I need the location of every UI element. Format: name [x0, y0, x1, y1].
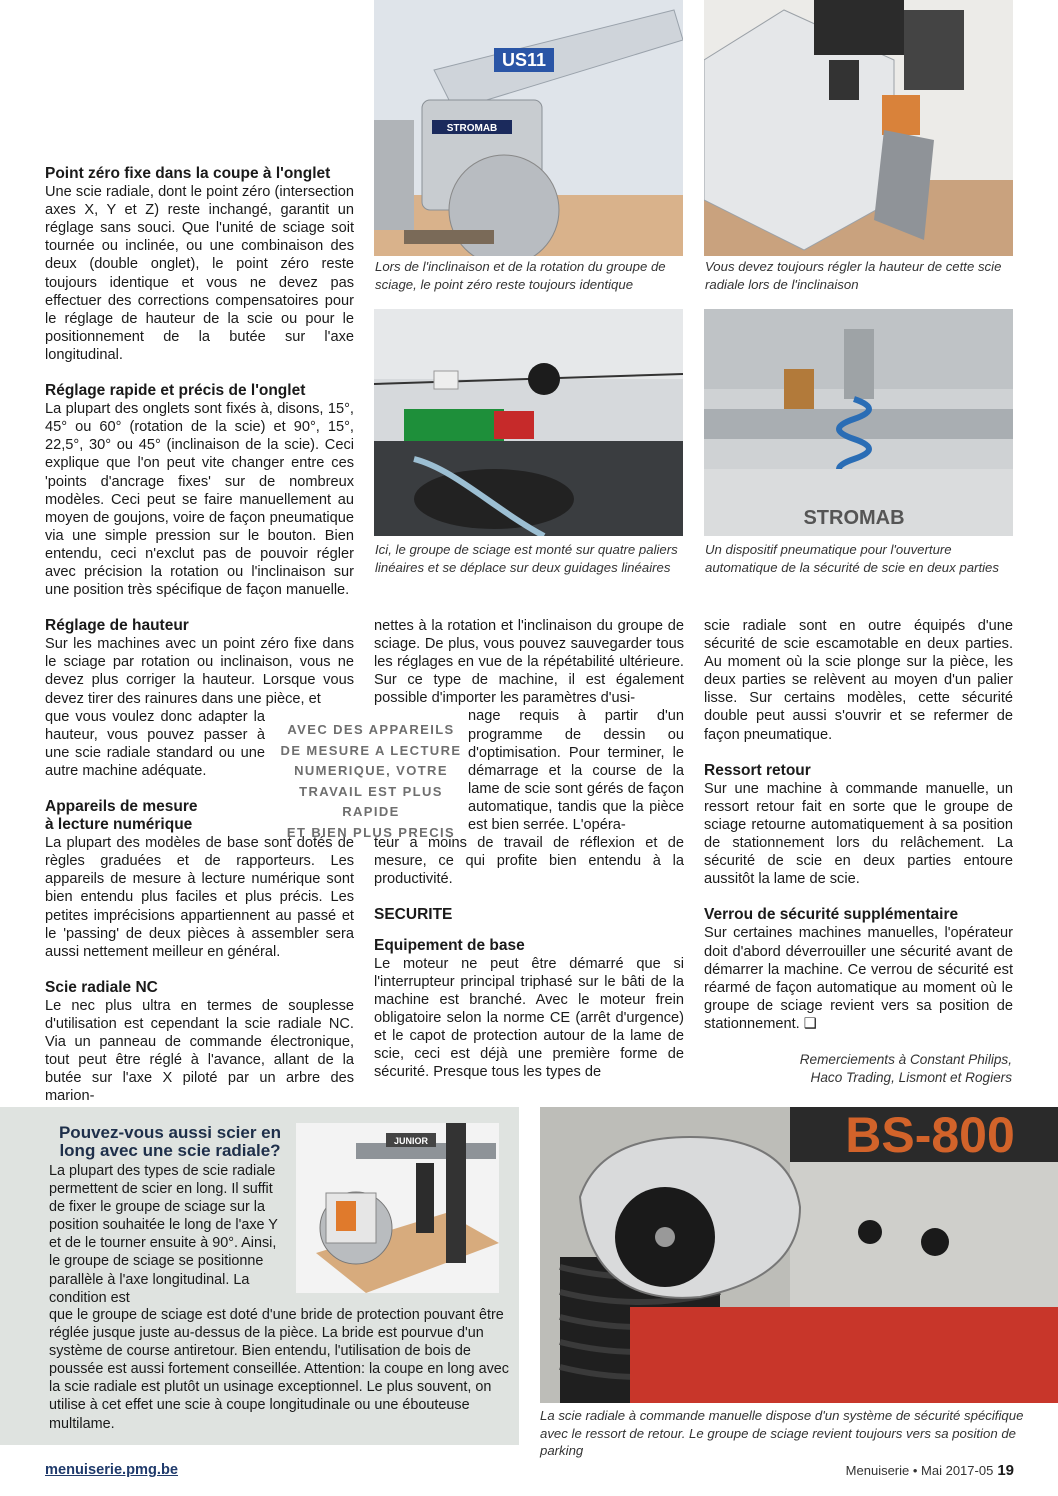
spacer — [704, 888, 1013, 906]
para-verrou-text: Sur certaines machines manuelles, l'opérateur doit d'abord déverrouiller une sécurité avant de démarrer la machine. Ce verrou de sécurité est réarmé de façon automatique au moment où le groupe de sciage revient vers sa position de stationnement. — [704, 925, 1013, 1032]
column-3 — [704, 617, 1013, 1033]
page-number: 19 — [997, 1462, 1014, 1479]
para-nc-continued-a: nettes à la rotation et l'inclinaison du groupe de sciage. De plus, vous pouvez sauvegarder tous les réglages en vue de la répétabilité ultérieure. Sur ce type de machine, il est également possible d'importer les paramètres d'usi- — [374, 618, 684, 707]
return-spring-illustration — [540, 1107, 1058, 1403]
photo-saw-height — [704, 0, 1013, 256]
sidebar-title-line: long avec une scie radiale? — [59, 1141, 281, 1160]
website-link[interactable]: menuiserie.pmg.be — [45, 1462, 179, 1478]
sidebar-body-b: que le groupe de sciage est doté d'une bride de protection pouvant être réglée jusque juste au-dessus de la pièce. La bride est pourvue d'un système de course antiretour. Bien entendu, l'utilisation de bois de poussée est aussi fortement conseillée. Attention: la coupe en long avec la scie radiale est plutôt un usinage exceptionnel. Le plus souvent, on utilise à cet effet une scie à coupe longitudinale ou une ébouteuse multilame. — [49, 1307, 509, 1432]
caption-photo-1: Lors de l'inclinaison et de la rotation du groupe de sciage, le point zéro reste toujours identique — [375, 259, 666, 292]
spacer — [45, 599, 354, 617]
para-appareils-mesure: La plupart des modèles de base sont dotés de règles graduées et de rapporteurs. Les appareils de mesure à lecture numérique sont bien entendu plus faciles et plus précis. Les petites imprécisions appartiennent au passé et le 'passing' de deux pièces à assembler sera aussi nettement meilleur en général. — [45, 835, 354, 960]
para-securite-escamotable: scie radiale sont en outre équipés d'une sécurité de scie escamotable en deux parties. Au moment où la scie plonge sur la pièce, les deux parties se relèvent au moyen d'un palier lisse. Sur certains modèles, cette sécurité double peut aussi s'ouvrir et se refermer de façon pneumatique. — [704, 618, 1013, 743]
spacer — [45, 364, 354, 382]
heading-equipement-base: Equipement de base — [374, 936, 525, 954]
para-equipement-base: Le moteur ne peut être démarré que si l'interrupteur principal triphasé sur le bâti de la machine est branché. Avec le moteur frein obligatoire selon la norme CE (arrêt d'urgence) et le capot de protection autour de la lame de scie, ceci est déjà une première forme de sécurité. Presque tous les types de — [374, 955, 684, 1081]
bs-800-sign: BS-800 — [845, 1107, 1015, 1163]
photo-radial-saw-us11 — [374, 0, 683, 256]
sidebar-title-line: Pouvez-vous aussi scier en — [58, 1123, 282, 1142]
issue-label: Menuiserie • Mai 2017-05 — [845, 1463, 994, 1478]
acknowledgements — [700, 1051, 1012, 1087]
column-1 — [45, 165, 354, 1106]
para-nc-continued-c: teur a moins de travail de réflexion et de mesure, ce qui profite bien entendu à la productivité. — [374, 835, 684, 888]
heading-scie-nc: Scie radiale NC — [45, 978, 158, 996]
column-2 — [374, 617, 684, 1081]
pull-quote-line: AVEC DES APPAREILS — [287, 722, 455, 737]
pull-quote-line: NUMERIQUE, VOTRE — [294, 763, 448, 779]
junior-label: JUNIOR — [393, 1136, 429, 1146]
heading-reglage-onglet: Réglage rapide et précis de l'onglet — [45, 382, 306, 400]
heading-ressort-retour: Ressort retour — [704, 761, 811, 779]
heading-securite: SECURITE — [374, 906, 453, 924]
caption-photo-3: Ici, le groupe de sciage est monté sur quatre paliers linéaires et se déplace sur deux guidages linéaires — [375, 542, 678, 575]
stromab-logo-2: STROMAB — [803, 507, 905, 529]
spacer — [704, 744, 1013, 762]
sidebar-body-a: La plupart des types de scie radiale permettent de scier en long. Il suffit de fixer le groupe de sciage sur la position souhaitée le long de l'axe Y et de le tourner ensuite à 90°. Ainsi, le groupe de sciage se positionne parallèle à l'axe longitudinal. La condition est — [49, 1163, 278, 1306]
photo-return-spring — [540, 1107, 1058, 1403]
heading-reglage-hauteur: Réglage de hauteur — [45, 617, 189, 635]
para-ressort-retour: Sur une machine à commande manuelle, un ressort retour fait en sorte que le groupe de sciage retourne automatiquement à sa position de stationnement lors du relâchement. La sécurité de scie en deux parties entoure aussitôt la lame de scie. — [704, 780, 1013, 888]
para-nc-continued-b: nage requis à partir d'un programme de dessin ou d'optimisation. Pour terminer, le démarrage et la course de la lame de scie sont gérés de façon automatique, tandis que la pièce est bien serrée. L'opéra- — [468, 708, 684, 834]
para-verrou-securite — [704, 924, 1013, 1033]
us11-label: US11 — [501, 50, 547, 70]
caption-photo-2: Vous devez toujours régler la hauteur de cette scie radiale lors de l'inclinaison — [705, 259, 1002, 292]
spacer — [374, 925, 684, 937]
end-of-article-icon: ❑ — [803, 1015, 817, 1032]
photo-pneumatic-device — [704, 309, 1013, 536]
pneumatic-device-illustration — [704, 309, 1013, 536]
para-reglage-hauteur-b: que vous voulez donc adapter la hauteur, vous pouvez passer à une scie radiale standard ou une autre machine adéquate. — [45, 708, 265, 779]
acknowledgements-line: Remerciements à Constant Philips, — [799, 1052, 1012, 1067]
saw-height-illustration — [704, 0, 1013, 256]
radial-saw-illustration — [374, 0, 683, 256]
heading-point-zero: Point zéro fixe dans la coupe à l'onglet — [45, 165, 331, 182]
sidebar-photo-junior — [296, 1123, 499, 1293]
para-scie-nc: Le nec plus ultra en termes de souplesse d'utilisation est cependant la scie radiale NC. Via un panneau de commande électronique, tout peut être réglé à l'avance, allant de la butée sur l'axe X piloté par un arbre des marion- — [45, 997, 354, 1105]
junior-saw-illustration — [296, 1123, 499, 1293]
acknowledgements-line: Haco Trading, Lismont et Rogiers — [810, 1070, 1012, 1085]
pull-quote-line: TRAVAIL EST PLUS RAPIDE — [299, 783, 443, 820]
spacer — [374, 888, 684, 906]
linear-bearings-illustration — [374, 309, 683, 536]
pull-quote-line: DE MESURE A LECTURE — [280, 742, 462, 758]
sidebar-title — [40, 1124, 300, 1160]
sidebar-box — [0, 1107, 519, 1445]
page-footer — [846, 1462, 1014, 1479]
pull-quote-line: ET BIEN PLUS PRECIS — [286, 824, 456, 840]
caption-photo-5: La scie radiale à commande manuelle dispose d'un système de sécurité spécifique avec le ressort de retour. Le groupe de sciage revient toujours vers sa position de parking — [540, 1408, 1024, 1459]
para-reglage-hauteur-a: Sur les machines avec un point zéro fixe dans le sciage par rotation ou inclinaison, vous ne devez plus corriger la hauteur. Lorsque vous devez tirer des rainures dans une pièce, et — [45, 636, 354, 707]
stromab-logo: STROMAB — [446, 123, 498, 134]
para-reglage-onglet: La plupart des onglets sont fixés à, disons, 15°, 45° ou 60° (rotation de la scie) et 90°, 15°, 22,5°, 30° ou 45° (inclinaison de la scie). Ceci explique que l'on peut vite changer entre ces 'points d'ancrage fixes' sur de nombreux modèles. Ceci peut se faire manuellement au moyen de goujons, voire de façon pneumatique via une simple pression sur le bouton. Bien entendu, ceci n'exclut pas de pouvoir régler avec précision la rotation ou l'inclinaison sur une position très spécifique de façon manuelle. — [45, 401, 354, 599]
heading-appareils-mesure: Appareils de mesure à lecture numérique — [45, 798, 198, 834]
heading-verrou-securite: Verrou de sécurité supplémentaire — [704, 906, 959, 924]
photo-linear-bearings — [374, 309, 683, 536]
spacer — [45, 961, 354, 979]
para-point-zero: Une scie radiale, dont le point zéro (intersection axes X, Y et Z) reste inchangé, garantit un réglage sans souci. Que l'unité de sciage soit tournée ou inclinée, ou une combinaison des deux (double onglet), le point zéro reste toujours identique et vous ne devez pas effectuer des corrections compensatoires pour le réglage de hauteur de la scie ou pour le positionnement de la butée sur l'axe longitudinal. — [45, 184, 354, 363]
caption-photo-4: Un dispositif pneumatique pour l'ouverture automatique de la sécurité de scie en deux parties — [705, 542, 999, 575]
